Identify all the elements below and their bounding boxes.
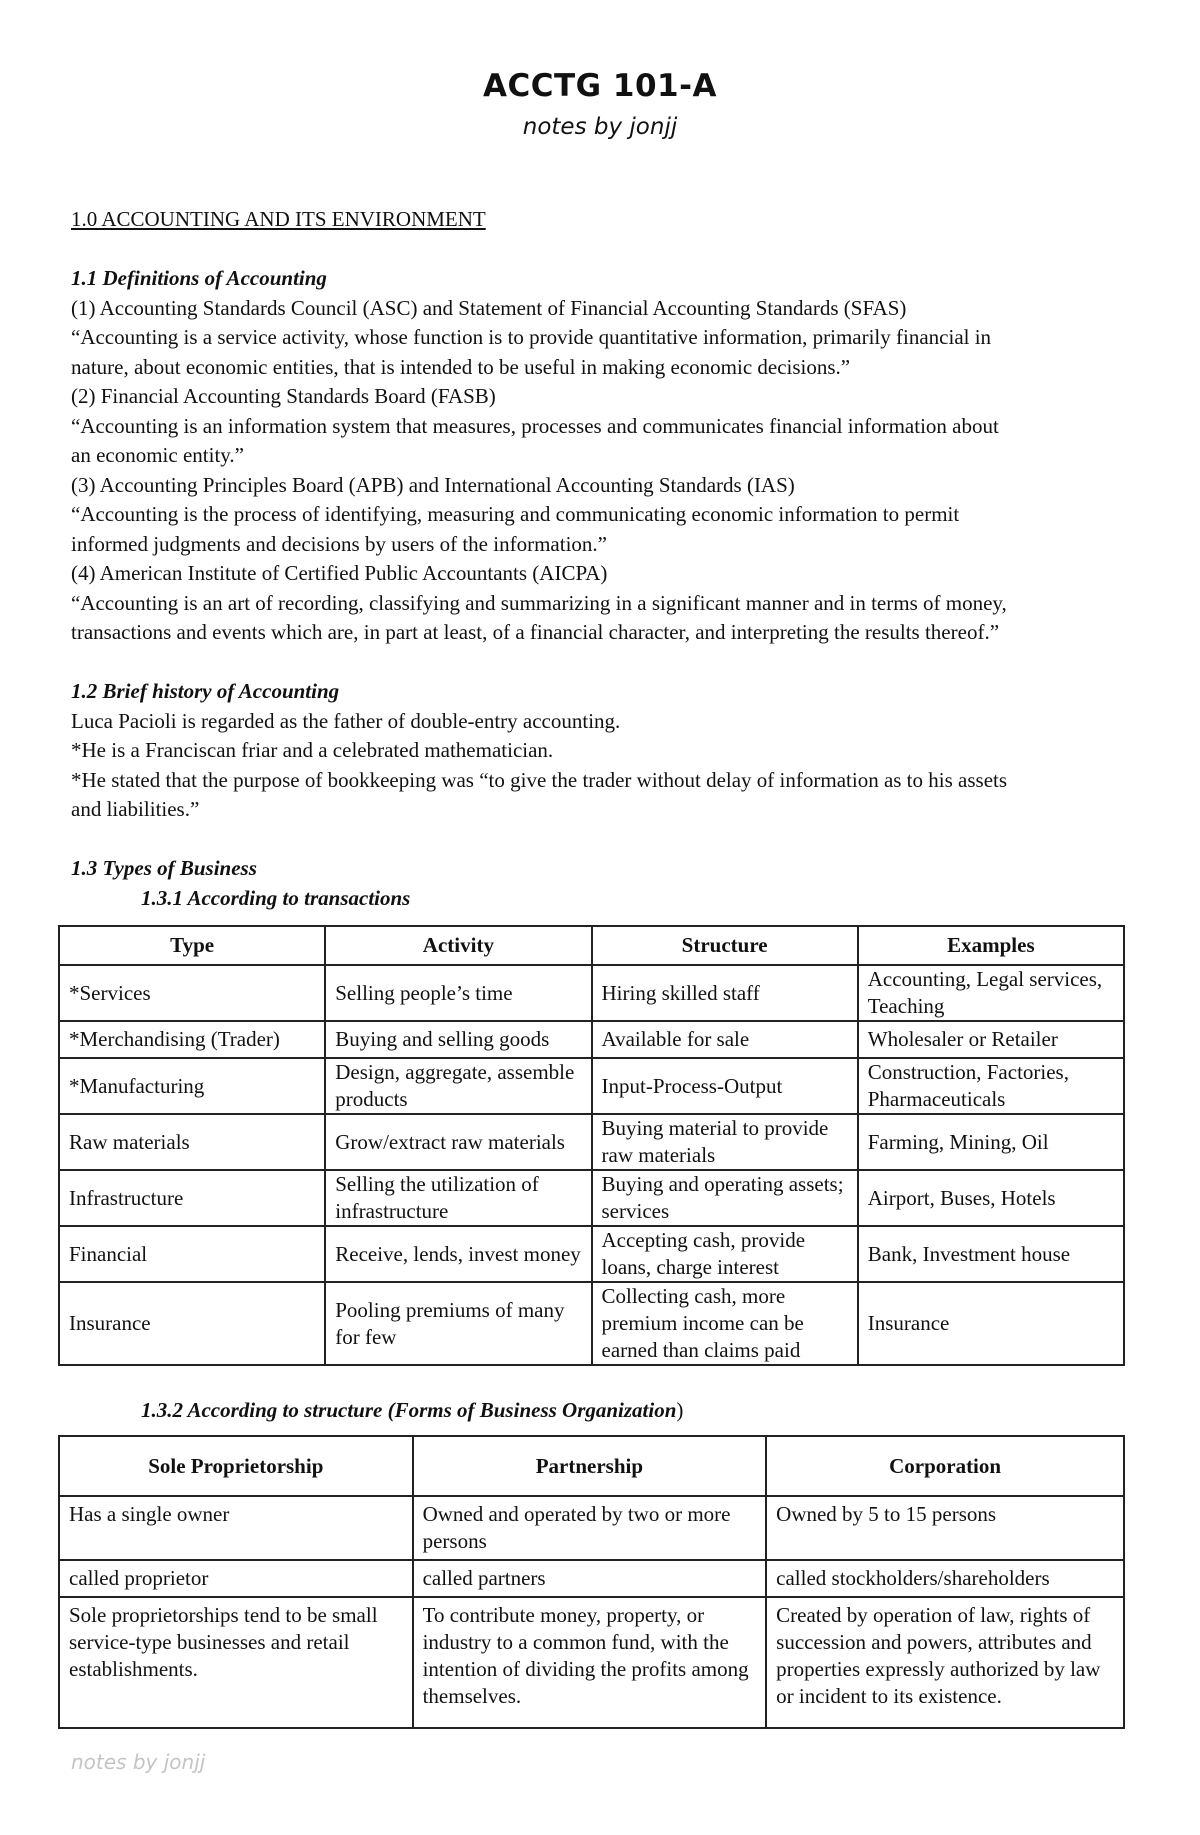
page-footer: notes by jonjj bbox=[71, 1750, 206, 1774]
definitions-heading: 1.1 Definitions of Accounting bbox=[71, 266, 327, 290]
table-cell: Construction, Factories, Pharmaceuticals bbox=[858, 1058, 1124, 1114]
history-line: *He stated that the purpose of bookkeeping was “to give the trader without delay of information as to his assets bbox=[71, 767, 1008, 792]
table-cell: Infrastructure bbox=[59, 1170, 325, 1226]
table-cell: Created by operation of law, rights of succession and powers, attributes and properties expressly authorized by law or incident to its existence. bbox=[766, 1597, 1124, 1728]
table-cell: Farming, Mining, Oil bbox=[858, 1114, 1124, 1170]
document-subtitle: notes by jonjj bbox=[522, 114, 678, 140]
table-cell: Hiring skilled staff bbox=[592, 965, 858, 1021]
structure-table bbox=[58, 1435, 1125, 1729]
table-cell: *Merchandising (Trader) bbox=[59, 1021, 325, 1058]
document-body bbox=[71, 205, 1131, 913]
definition-line: (3) Accounting Principles Board (APB) and International Accounting Standards (IAS) bbox=[71, 472, 795, 497]
column-header: Corporation bbox=[766, 1436, 1124, 1496]
table-cell: Airport, Buses, Hotels bbox=[858, 1170, 1124, 1226]
table-row bbox=[59, 1496, 1124, 1560]
table-cell: Buying material to provide raw materials bbox=[592, 1114, 858, 1170]
transactions-table bbox=[58, 925, 1125, 1366]
table-cell: Pooling premiums of many for few bbox=[325, 1282, 591, 1365]
column-header: Sole Proprietorship bbox=[59, 1436, 413, 1496]
definition-line: nature, about economic entities, that is intended to be useful in making economic decisions.” bbox=[71, 354, 851, 379]
history-line: Luca Pacioli is regarded as the father of double-entry accounting. bbox=[71, 708, 621, 733]
table-cell: Wholesaler or Retailer bbox=[858, 1021, 1124, 1058]
table-row bbox=[59, 1114, 1124, 1170]
table-cell: Buying and operating assets; services bbox=[592, 1170, 858, 1226]
table-row bbox=[59, 1226, 1124, 1282]
table-cell: Selling the utilization of infrastructure bbox=[325, 1170, 591, 1226]
table-row bbox=[59, 1560, 1124, 1597]
table-cell: Grow/extract raw materials bbox=[325, 1114, 591, 1170]
table-cell: *Services bbox=[59, 965, 325, 1021]
types-subheading: 1.3.1 According to transactions bbox=[141, 885, 411, 910]
types-heading: 1.3 Types of Business bbox=[71, 856, 257, 880]
definition-line: informed judgments and decisions by users of the information.” bbox=[71, 531, 607, 556]
table-cell: Selling people’s time bbox=[325, 965, 591, 1021]
table-cell: Collecting cash, more premium income can be earned than claims paid bbox=[592, 1282, 858, 1365]
table-cell: called proprietor bbox=[59, 1560, 413, 1597]
table-cell: Accounting, Legal services, Teaching bbox=[858, 965, 1124, 1021]
definition-line: transactions and events which are, in part at least, of a financial character, and interpreting the results thereof.” bbox=[71, 620, 1000, 644]
definition-line: “Accounting is a service activity, whose function is to provide quantitative information, primarily financial in bbox=[71, 325, 992, 349]
column-header: Structure bbox=[592, 926, 858, 965]
table-cell: Insurance bbox=[858, 1282, 1124, 1365]
table-cell: called stockholders/shareholders bbox=[766, 1560, 1124, 1597]
history-heading: 1.2 Brief history of Accounting bbox=[71, 679, 340, 703]
table-cell: Financial bbox=[59, 1226, 325, 1282]
history-line: *He is a Franciscan friar and a celebrated mathematician. bbox=[71, 738, 554, 762]
table-cell: *Manufacturing bbox=[59, 1058, 325, 1114]
table-cell: Sole proprietorships tend to be small service-type businesses and retail establishments. bbox=[59, 1597, 413, 1728]
definition-line: “Accounting is an information system that measures, processes and communicates financial information about bbox=[71, 413, 999, 438]
definition-line: “Accounting is the process of identifying, measuring and communicating economic information to permit bbox=[71, 502, 960, 526]
table-cell: Accepting cash, provide loans, charge interest bbox=[592, 1226, 858, 1282]
column-header: Partnership bbox=[413, 1436, 767, 1496]
definition-line: (4) American Institute of Certified Public Accountants (AICPA) bbox=[71, 561, 608, 585]
history-line: and liabilities.” bbox=[71, 797, 200, 821]
table-cell: Raw materials bbox=[59, 1114, 325, 1170]
definition-line: “Accounting is an art of recording, classifying and summarizing in a significant manner and in terms of money, bbox=[71, 590, 1007, 615]
document-title: ACCTG 101-A bbox=[483, 68, 717, 104]
table-cell: Owned and operated by two or more persons bbox=[413, 1496, 767, 1560]
definition-line: an economic entity.” bbox=[71, 443, 244, 467]
table-cell: Insurance bbox=[59, 1282, 325, 1365]
section-heading: 1.0 ACCOUNTING AND ITS ENVIRONMENT bbox=[71, 207, 486, 231]
table-cell: Owned by 5 to 15 persons bbox=[766, 1496, 1124, 1560]
table-cell: To contribute money, property, or industry to a common fund, with the intention of dividing the profits among themselves. bbox=[413, 1597, 767, 1728]
table-cell: Design, aggregate, assemble products bbox=[325, 1058, 591, 1114]
table-cell: called partners bbox=[413, 1560, 767, 1597]
column-header: Type bbox=[59, 926, 325, 965]
table-cell: Bank, Investment house bbox=[858, 1226, 1124, 1282]
table-cell: Input-Process-Output bbox=[592, 1058, 858, 1114]
table-row bbox=[59, 1170, 1124, 1226]
table-cell: Available for sale bbox=[592, 1021, 858, 1058]
definition-line: (2) Financial Accounting Standards Board (FASB) bbox=[71, 384, 496, 408]
table-cell: Receive, lends, invest money bbox=[325, 1226, 591, 1282]
table-row bbox=[59, 1597, 1124, 1728]
definition-line: (1) Accounting Standards Council (ASC) and Statement of Financial Accounting Standards (SFAS) bbox=[71, 295, 907, 320]
structure-heading-close: ) bbox=[676, 1398, 684, 1422]
column-header: Examples bbox=[858, 926, 1124, 965]
table-row bbox=[59, 1021, 1124, 1058]
table-row bbox=[59, 1282, 1124, 1365]
table-row bbox=[59, 1058, 1124, 1114]
table-header-row bbox=[59, 926, 1124, 965]
structure-heading: 1.3.2 According to structure (Forms of Business Organization bbox=[141, 1398, 677, 1422]
structure-section bbox=[71, 1396, 1131, 1426]
table-row bbox=[59, 965, 1124, 1021]
table-cell: Buying and selling goods bbox=[325, 1021, 591, 1058]
table-header-row bbox=[59, 1436, 1124, 1496]
column-header: Activity bbox=[325, 926, 591, 965]
table-cell: Has a single owner bbox=[59, 1496, 413, 1560]
